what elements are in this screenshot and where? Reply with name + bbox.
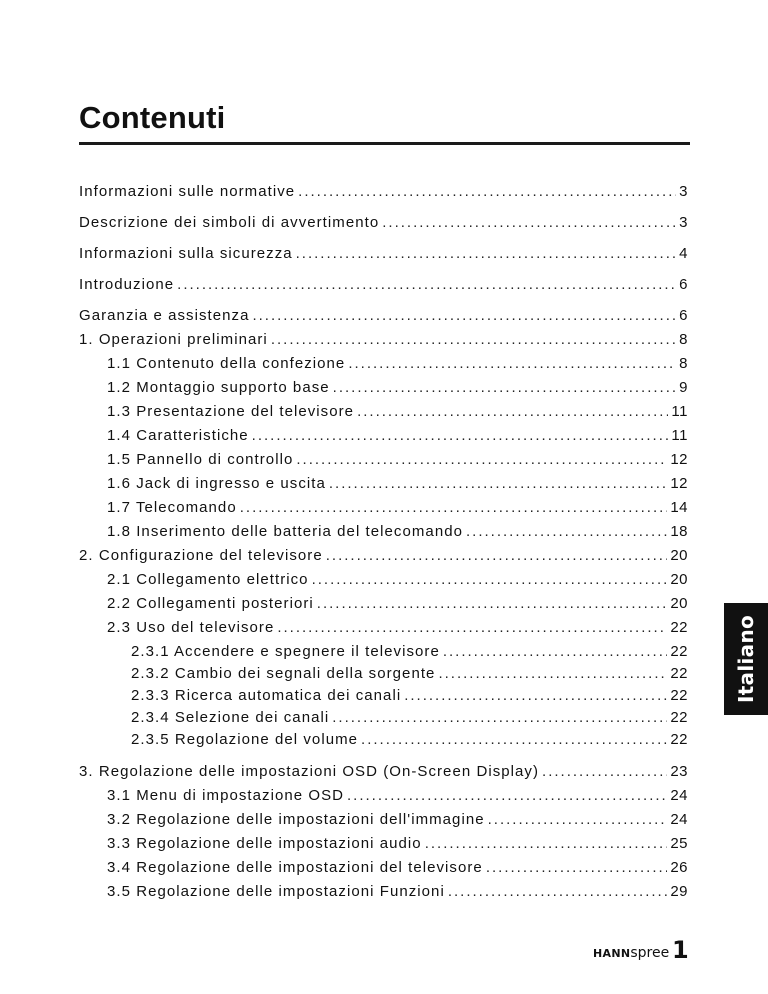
toc-leader-dots <box>317 595 668 613</box>
toc-leader-dots <box>252 427 669 445</box>
toc-entry-3-1[interactable] <box>107 787 688 805</box>
toc-leader-dots <box>347 787 667 805</box>
toc-entry-3-4[interactable] <box>107 859 688 877</box>
toc-leader-dots <box>348 355 676 373</box>
toc-leader-dots <box>298 183 676 201</box>
toc-entry-page: 22 <box>670 731 688 748</box>
toc-entry-section-1[interactable] <box>79 331 688 349</box>
toc-entry-1-1[interactable] <box>107 355 688 373</box>
toc-entry-label: 3.3 Regolazione delle impostazioni audio <box>107 835 422 852</box>
toc-entry-2-3-5[interactable] <box>131 731 688 749</box>
toc-entry-label: Informazioni sulle normative <box>79 183 296 200</box>
toc-leader-dots <box>542 763 667 781</box>
toc-entry-label: 1. Operazioni preliminari <box>79 331 268 348</box>
toc-entry-garanzia[interactable] <box>79 307 688 325</box>
toc-entry-page: 22 <box>670 643 688 660</box>
toc-entry-page: 12 <box>670 475 688 492</box>
toc-entry-label: 1.5 Pannello di controllo <box>107 451 294 468</box>
toc-entry-2-3[interactable] <box>107 619 688 637</box>
toc-leader-dots <box>296 451 667 469</box>
toc-entry-page: 22 <box>670 687 688 704</box>
toc-entry-3-3[interactable] <box>107 835 688 853</box>
toc-entry-page: 6 <box>679 307 688 324</box>
toc-entry-label: 1.3 Presentazione del televisore <box>107 403 355 420</box>
toc-leader-dots <box>466 523 667 541</box>
toc-entry-1-6[interactable] <box>107 475 688 493</box>
toc-entry-page: 6 <box>679 276 688 293</box>
page-title: Contenuti <box>79 100 226 135</box>
toc-entry-page: 3 <box>679 214 688 231</box>
toc-entry-label: Descrizione dei simboli di avvertimento <box>79 214 380 231</box>
toc-entry-2-3-1[interactable] <box>131 643 688 661</box>
toc-entry-page: 18 <box>670 523 688 540</box>
toc-leader-dots <box>271 331 676 349</box>
toc-leader-dots <box>252 307 676 325</box>
toc-leader-dots <box>357 403 668 421</box>
toc-entry-label: 3.5 Regolazione delle impostazioni Funzioni <box>107 883 445 900</box>
toc-leader-dots <box>382 214 676 232</box>
toc-entry-label: 2.3.4 Selezione dei canali <box>131 709 330 726</box>
language-tab-label: Italiano <box>734 614 758 704</box>
toc-entry-1-5[interactable] <box>107 451 688 469</box>
toc-entry-label: 2.3.3 Ricerca automatica dei canali <box>131 687 402 704</box>
brand-logo <box>593 944 669 961</box>
toc-entry-page: 20 <box>670 571 688 588</box>
toc-leader-dots <box>443 643 667 661</box>
toc-entry-sicurezza[interactable] <box>79 245 688 263</box>
toc-entry-section-3[interactable] <box>79 763 688 781</box>
toc-entry-page: 14 <box>670 499 688 516</box>
toc-entry-page: 26 <box>670 859 688 876</box>
toc-entry-normative[interactable] <box>79 183 688 201</box>
toc-entry-label: 2.3.2 Cambio dei segnali della sorgente <box>131 665 436 682</box>
toc-leader-dots <box>329 475 667 493</box>
toc-leader-dots <box>326 547 668 565</box>
toc-entry-label: 1.8 Inserimento delle batteria del telecomando <box>107 523 463 540</box>
toc-entry-1-7[interactable] <box>107 499 688 517</box>
toc-leader-dots <box>361 731 667 749</box>
toc-entry-label: 2.3.1 Accendere e spegnere il televisore <box>131 643 440 660</box>
toc-entry-page: 12 <box>670 451 688 468</box>
toc-entry-3-2[interactable] <box>107 811 688 829</box>
toc-entry-page: 9 <box>679 379 688 396</box>
toc-entry-page: 22 <box>670 619 688 636</box>
toc-entry-page: 29 <box>670 883 688 900</box>
toc-entry-2-2[interactable] <box>107 595 688 613</box>
toc-entry-simboli[interactable] <box>79 214 688 232</box>
toc-leader-dots <box>333 379 677 397</box>
toc-entry-page: 24 <box>670 787 688 804</box>
toc-leader-dots <box>332 709 667 727</box>
toc-leader-dots <box>312 571 668 589</box>
toc-leader-dots <box>177 276 676 294</box>
toc-entry-page: 11 <box>671 427 688 444</box>
toc-entry-label: 1.6 Jack di ingresso e uscita <box>107 475 326 492</box>
toc-entry-label: 2.1 Collegamento elettrico <box>107 571 309 588</box>
toc-entry-label: 2.2 Collegamenti posteriori <box>107 595 314 612</box>
toc-entry-label: Informazioni sulla sicurezza <box>79 245 293 262</box>
toc-entry-label: 2.3 Uso del televisore <box>107 619 275 636</box>
toc-entry-page: 4 <box>679 245 688 262</box>
page-number: 1 <box>672 936 689 964</box>
toc-leader-dots <box>425 835 668 853</box>
toc-leader-dots <box>404 687 667 705</box>
toc-entry-page: 22 <box>670 665 688 682</box>
toc-entry-label: 1.4 Caratteristiche <box>107 427 249 444</box>
toc-leader-dots <box>486 859 668 877</box>
toc-entry-label: Introduzione <box>79 276 175 293</box>
toc-leader-dots <box>488 811 668 829</box>
toc-entry-page: 22 <box>670 709 688 726</box>
toc-entry-2-3-2[interactable] <box>131 665 688 683</box>
toc-entry-label: Garanzia e assistenza <box>79 307 250 324</box>
toc-entry-page: 8 <box>679 355 688 372</box>
toc-entry-1-8[interactable] <box>107 523 688 541</box>
toc-entry-label: 1.7 Telecomando <box>107 499 237 516</box>
brand-logo-light: spree <box>630 945 670 961</box>
toc-entry-page: 24 <box>670 811 688 828</box>
brand-logo-bold: HANN <box>593 947 631 960</box>
toc-leader-dots <box>438 665 667 683</box>
toc-entry-page: 25 <box>670 835 688 852</box>
toc-entry-label: 3.1 Menu di impostazione OSD <box>107 787 345 804</box>
toc-entry-1-3[interactable] <box>107 403 688 421</box>
toc-entry-page: 20 <box>670 595 688 612</box>
toc-entry-2-3-3[interactable] <box>131 687 688 705</box>
language-tab <box>724 603 768 715</box>
toc-entry-page: 23 <box>670 763 688 780</box>
toc-entry-label: 3.2 Regolazione delle impostazioni dell'immagine <box>107 811 485 828</box>
toc-leader-dots <box>296 245 677 263</box>
toc-leader-dots <box>448 883 667 901</box>
toc-entry-3-5[interactable] <box>107 883 688 901</box>
toc-entry-1-2[interactable] <box>107 379 688 397</box>
toc-entry-label: 2. Configurazione del televisore <box>79 547 323 564</box>
toc-entry-2-1[interactable] <box>107 571 688 589</box>
toc-entry-page: 20 <box>670 547 688 564</box>
toc-leader-dots <box>277 619 667 637</box>
toc-entry-label: 1.2 Montaggio supporto base <box>107 379 330 396</box>
toc-entry-2-3-4[interactable] <box>131 709 688 727</box>
toc-entry-label: 3.4 Regolazione delle impostazioni del televisore <box>107 859 483 876</box>
toc-entry-page: 8 <box>679 331 688 348</box>
toc-entry-section-2[interactable] <box>79 547 688 565</box>
toc-entry-label: 2.3.5 Regolazione del volume <box>131 731 359 748</box>
toc-entry-label: 1.1 Contenuto della confezione <box>107 355 346 372</box>
toc-entry-label: 3. Regolazione delle impostazioni OSD (On-Screen Display) <box>79 763 540 780</box>
toc-entry-page: 3 <box>679 183 688 200</box>
toc-entry-page: 11 <box>671 403 688 420</box>
toc-entry-introduzione[interactable] <box>79 276 688 294</box>
toc-entry-1-4[interactable] <box>107 427 688 445</box>
toc-leader-dots <box>240 499 668 517</box>
